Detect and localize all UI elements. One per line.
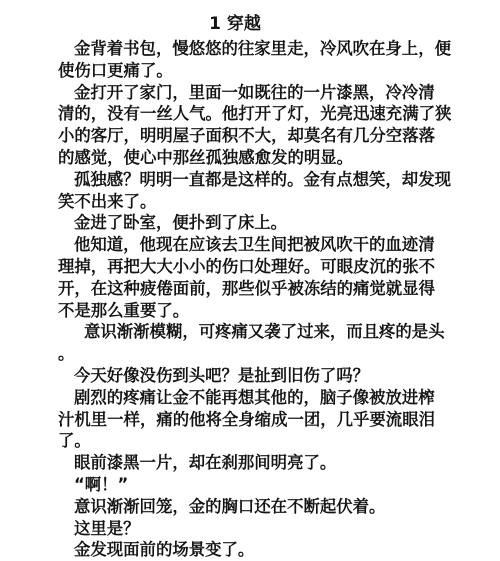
text-line: 意识渐渐回笼，金的胸口还在不断起伏着。 xyxy=(74,496,386,516)
text-line: 的感觉，使心中那丝孤独感愈发的明显。 xyxy=(58,147,354,167)
text-line: 意识渐渐模糊，可疼痛又袭了过来，而且疼的是头 xyxy=(84,322,445,342)
text-line: 眼前漆黑一片，却在刹那间明亮了。 xyxy=(74,453,337,473)
text-line: 。 xyxy=(58,344,75,364)
text-line: 小的客厅，明明屋子面积不大，却莫名有几分空落落 xyxy=(58,126,435,146)
text-line: 开，在这种疲倦面前，那些似乎被冻结的痛觉就显得 xyxy=(58,278,435,298)
text-line: “啊！” xyxy=(74,474,129,494)
chapter-title: 1 穿越 xyxy=(209,14,261,34)
text-line: 不是那么重要了。 xyxy=(58,300,190,320)
text-line: 剧烈的疼痛让金不能再想其他的，脑子像被放进榨 xyxy=(74,387,435,407)
text-line: 使伤口更痛了。 xyxy=(58,60,173,80)
text-line: 孤独感？明明一直都是这样的。金有点想笑，却发现 xyxy=(74,169,451,189)
body-text xyxy=(58,38,458,561)
text-line: 金进了卧室，便扑到了床上。 xyxy=(74,213,288,233)
text-line: 理掉，再把大大小小的伤口处理好。可眼皮沉的张不 xyxy=(58,256,435,276)
text-line: 金打开了家门，里面一如既往的一片漆黑，冷冷清 xyxy=(74,82,435,102)
text-line: 清的，没有一丝人气。他打开了灯，光亮迅速充满了狭 xyxy=(58,104,452,124)
text-line: 他知道，他现在应该去卫生间把被风吹干的血迹清 xyxy=(74,235,435,255)
text-line: 了。 xyxy=(58,431,91,451)
text-line: 这里是？ xyxy=(74,518,140,538)
text-line: 今天好像没伤到头吧？是扯到旧伤了吗？ xyxy=(74,365,370,385)
text-line: 汁机里一样，痛的他将全身缩成一团，几乎要流眼泪 xyxy=(58,409,435,429)
text-line: 笑不出来了。 xyxy=(58,191,157,211)
text-line: 金背着书包，慢悠悠的往家里走，冷风吹在身上，便 xyxy=(74,39,451,58)
text-line: 金发现面前的场景变了。 xyxy=(74,540,255,560)
